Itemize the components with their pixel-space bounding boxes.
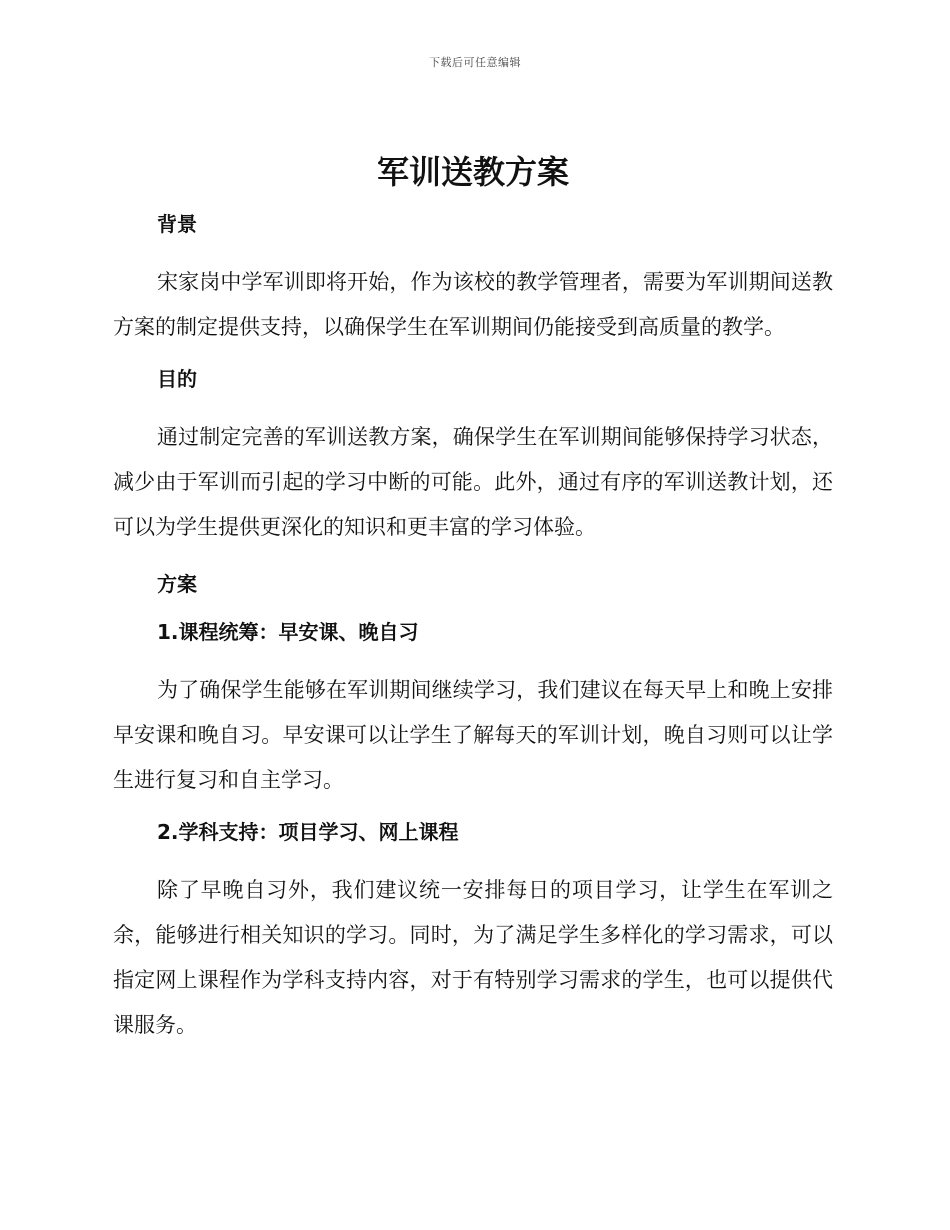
- page-header-note: 下载后可任意编辑: [429, 56, 521, 69]
- section-heading-plan: 方案: [157, 572, 197, 596]
- subsection-paragraph-1: 为了确保学生能够在军训期间继续学习，我们建议在每天早上和晚上安排早安课和晚自习。早安课可以让学生了解每天的军训计划，晚自习则可以让学生进行复习和自主学习。: [113, 678, 833, 792]
- section-heading-background: 背景: [157, 212, 197, 236]
- section-paragraph-purpose: 通过制定完善的军训送教方案，确保学生在军训期间能够保持学习状态，减少由于军训而引起的学习中断的可能。此外，通过有序的军训送教计划，还可以为学生提供更深化的知识和更丰富的学习体验。: [113, 425, 833, 539]
- subsection-heading-1: 1.课程统筹：早安课、晚自习: [157, 620, 419, 644]
- document-body: [113, 148, 833, 1048]
- section-heading-purpose: 目的: [157, 367, 197, 391]
- subsection-paragraph-2: 除了早晚自习外，我们建议统一安排每日的项目学习，让学生在军训之余，能够进行相关知识的学习。同时，为了满足学生多样化的学习需求，可以指定网上课程作为学科支持内容，对于有特别学习需求的学生，也可以提供代课服务。: [113, 878, 833, 1037]
- document-title: 军训送教方案: [376, 153, 569, 191]
- subsection-heading-2: 2.学科支持：项目学习、网上课程: [157, 820, 459, 844]
- section-paragraph-background: 宋家岗中学军训即将开始，作为该校的教学管理者，需要为军训期间送教方案的制定提供支持，以确保学生在军训期间仍能接受到高质量的教学。: [113, 270, 833, 339]
